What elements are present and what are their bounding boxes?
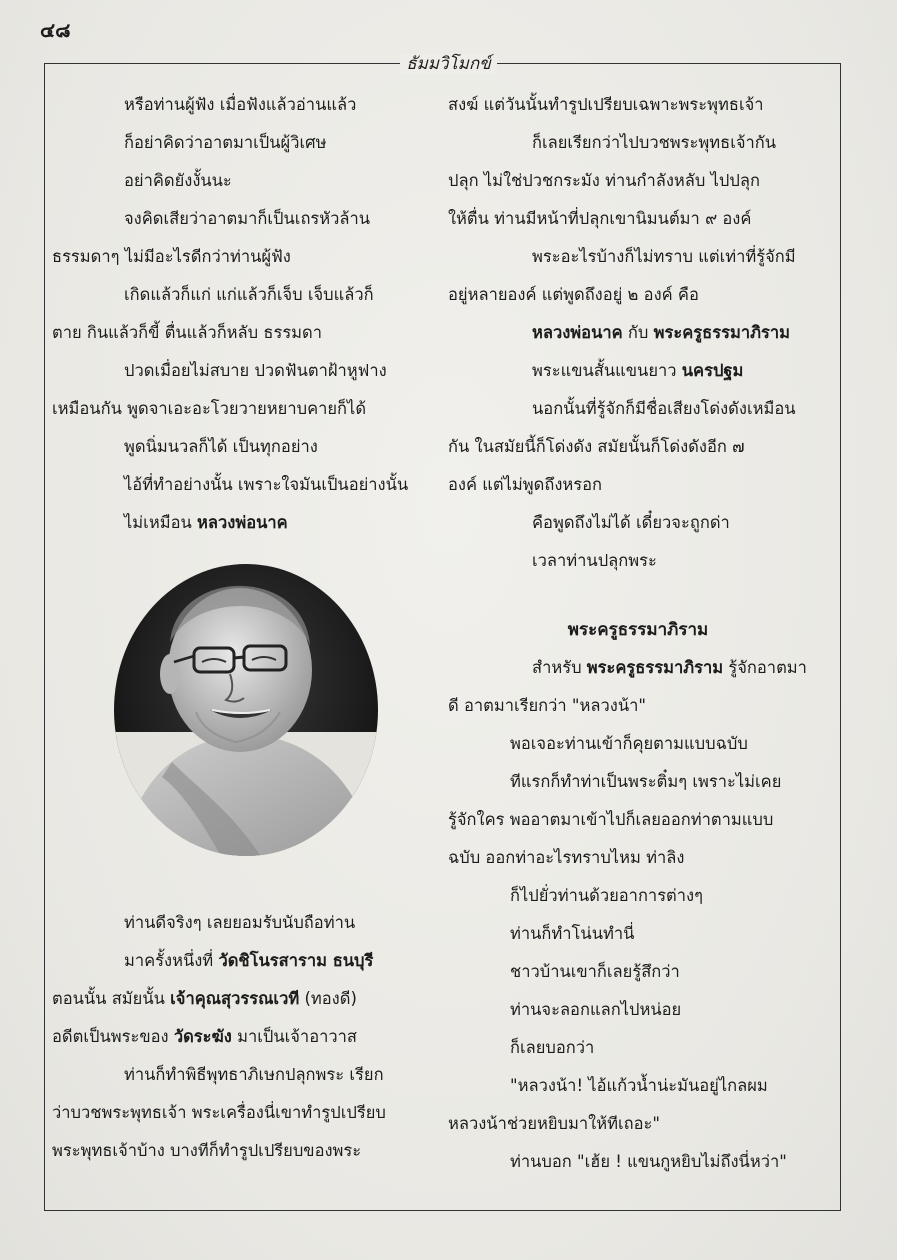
- text-line: [448, 877, 828, 915]
- text-segment: สงฆ์ แต่วันนั้นทำรูปเปรียบเฉพาะพระพุทธเจ้า: [448, 95, 764, 114]
- text-line: [52, 200, 432, 238]
- right-column: [448, 86, 828, 1181]
- bold-text-segment: เจ้าคุณสุวรรณเวที: [170, 989, 300, 1008]
- text-segment: ไอ้ที่ทำอย่างนั้น เพราะใจมันเป็นอย่างนั้น: [124, 475, 409, 494]
- bold-text-segment: วัดชิโนรสาราม ธนบุรี: [218, 951, 374, 970]
- text-line: [448, 1105, 828, 1143]
- text-line: [448, 466, 828, 504]
- text-segment: ให้ตื่น ท่านมีหน้าที่ปลุกเขานิมนต์มา ๙ องค์: [448, 209, 752, 228]
- text-segment: ไม่เหมือน: [124, 513, 198, 532]
- text-line: [52, 314, 432, 352]
- text-line: [448, 428, 828, 466]
- bold-text-segment: พระครูธรรมาภิราม: [567, 620, 709, 640]
- text-line: [448, 86, 828, 124]
- bold-text-segment: พระครูธรรมาภิราม: [653, 323, 790, 342]
- running-header: [0, 50, 897, 77]
- text-line: [448, 200, 828, 238]
- section-gap: [448, 580, 828, 611]
- left-column-lower: [52, 904, 432, 1170]
- text-line: [52, 428, 432, 466]
- text-line: [52, 162, 432, 200]
- text-line: [448, 390, 828, 428]
- text-line: [52, 352, 432, 390]
- text-line: [52, 1018, 432, 1056]
- text-segment: ว่าบวชพระพุทธเจ้า พระเครื่องนี่เขาทำรูปเปรียบ: [52, 1103, 386, 1122]
- text-line: [52, 86, 432, 124]
- text-segment: พอเจอะท่านเข้าก็คุยตามแบบฉบับ: [510, 734, 748, 753]
- text-segment: มาเป็นเจ้าอาวาส: [231, 1027, 357, 1046]
- text-segment: คือพูดถึงไม่ได้ เดี๋ยวจะถูกด่า: [532, 513, 730, 532]
- bold-text-segment: พระครูธรรมาภิราม: [586, 658, 724, 677]
- text-segment: "หลวงน้า! ไอ้แก้วน้ำน่ะมันอยู่ไกลผม: [510, 1076, 768, 1095]
- text-segment: ปวดเมื่อยไม่สบาย ปวดฟันตาฝ้าหูฟาง: [124, 361, 387, 380]
- text-line: [52, 942, 432, 980]
- text-segment: หรือท่านผู้ฟัง เมื่อฟังแล้วอ่านแล้ว: [124, 95, 357, 114]
- page-number: ๔๘: [40, 18, 71, 42]
- text-line: [52, 238, 432, 276]
- text-segment: ตาย กินแล้วก็ขี้ ตื่นแล้วก็หลับ ธรรมดา: [52, 323, 323, 342]
- text-line: [448, 991, 828, 1029]
- running-header-text: ธัมมวิโมกข์: [400, 54, 497, 74]
- text-line: [52, 1132, 432, 1170]
- text-line: [448, 314, 828, 352]
- monk-portrait-illustration: [112, 562, 380, 858]
- text-line: [448, 504, 828, 542]
- bold-text-segment: หลวงพ่อนาค: [532, 323, 623, 342]
- text-line: [448, 687, 828, 725]
- text-segment: เวลาท่านปลุกพระ: [532, 551, 657, 570]
- text-segment: กัน ในสมัยนี้ก็โด่งดัง สมัยนั้นก็โด่งดังอีก ๗: [448, 437, 745, 456]
- text-segment: ท่านจะลอกแลกไปหน่อย: [510, 1000, 682, 1019]
- text-segment: ท่านบอก "เฮ้ย ! แขนกูหยิบไม่ถึงนี่หว่า": [510, 1152, 787, 1171]
- text-line: [448, 1143, 828, 1181]
- text-line: [52, 1056, 432, 1094]
- text-line: [52, 1094, 432, 1132]
- text-line: [448, 238, 828, 276]
- text-segment: อดีตเป็นพระของ: [52, 1027, 174, 1046]
- text-segment: ตอนนั้น สมัยนั้น: [52, 989, 171, 1008]
- text-segment: ก็อย่าคิดว่าอาตมาเป็นผู้วิเศษ: [124, 133, 327, 152]
- text-segment: ดี อาตมาเรียกว่า "หลวงน้า": [448, 696, 646, 715]
- text-segment: พูดนิ่มนวลก็ได้ เป็นทุกอย่าง: [124, 437, 318, 456]
- text-line: [448, 124, 828, 162]
- text-segment: อย่าคิดยังงั้นนะ: [124, 171, 232, 190]
- text-line: [52, 390, 432, 428]
- text-segment: พระพุทธเจ้าบ้าง บางทีก็ทำรูปเปรียบของพระ: [52, 1141, 362, 1160]
- text-line: [52, 466, 432, 504]
- text-segment: รู้จักใคร พออาตมาเข้าไปก็เลยออกท่าตามแบบ: [448, 810, 774, 829]
- text-segment: ท่านก็ทำพิธีพุทธาภิเษกปลุกพระ เรียก: [124, 1065, 384, 1084]
- section-heading: [448, 611, 828, 649]
- text-segment: จงคิดเสียว่าอาตมาก็เป็นเถรหัวล้าน: [124, 209, 371, 228]
- text-segment: ท่านดีจริงๆ เลยยอมรับนับถือท่าน: [124, 913, 356, 932]
- text-segment: กับ: [622, 323, 654, 342]
- text-line: [52, 904, 432, 942]
- text-line: [52, 980, 432, 1018]
- text-line: [448, 953, 828, 991]
- text-line: [52, 124, 432, 162]
- text-segment: หลวงน้าช่วยหยิบมาให้ทีเถอะ": [448, 1114, 660, 1133]
- text-line: [448, 1067, 828, 1105]
- left-column: [52, 86, 432, 1160]
- text-segment: ธรรมดาๆ ไม่มีอะไรดีกว่าท่านผู้ฟัง: [52, 247, 291, 266]
- text-line: [448, 763, 828, 801]
- text-line: [448, 162, 828, 200]
- text-line: [52, 504, 432, 542]
- text-line: [448, 801, 828, 839]
- text-segment: พระอะไรบ้างก็ไม่ทราบ แต่เท่าที่รู้จักมี: [532, 247, 796, 266]
- text-line: [448, 725, 828, 763]
- text-segment: รู้จักอาตมา: [723, 658, 807, 677]
- text-line: [52, 276, 432, 314]
- text-line: [448, 839, 828, 877]
- text-line: [448, 276, 828, 314]
- monk-portrait-photo: [112, 562, 380, 858]
- text-segment: เกิดแล้วก็แก่ แก่แล้วก็เจ็บ เจ็บแล้วก็: [124, 285, 374, 304]
- text-segment: (ทองดี): [299, 989, 357, 1008]
- text-segment: สำหรับ: [532, 658, 587, 677]
- text-segment: นอกนั้นที่รู้จักก็มีชื่อเสียงโด่งดังเหมือน: [532, 399, 796, 418]
- text-line: [448, 915, 828, 953]
- bold-text-segment: หลวงพ่อนาค: [197, 513, 288, 532]
- text-segment: อยู่หลายองค์ แต่พูดถึงอยู่ ๒ องค์ คือ: [448, 285, 699, 304]
- text-segment: ก็ไปยั่วท่านด้วยอาการต่างๆ: [510, 886, 703, 905]
- text-segment: พระแขนสั้นแขนยาว: [532, 361, 682, 380]
- bold-text-segment: วัดระฆัง: [173, 1027, 232, 1046]
- text-line: [448, 542, 828, 580]
- text-segment: ฉบับ ออกท่าอะไรทราบไหม ท่าลิง: [448, 848, 685, 867]
- text-segment: ท่านก็ทำโน่นทำนี่: [510, 924, 635, 943]
- text-segment: ทีแรกก็ทำท่าเป็นพระติ๋มๆ เพราะไม่เคย: [510, 772, 782, 791]
- text-segment: ชาวบ้านเขาก็เลยรู้สึกว่า: [510, 962, 680, 981]
- text-segment: ปลุก ไม่ใช่ปวชกระมัง ท่านกำลังหลับ ไปปลุก: [448, 171, 760, 190]
- text-segment: องค์ แต่ไม่พูดถึงหรอก: [448, 475, 603, 494]
- text-segment: มาครั้งหนึ่งที่: [124, 951, 219, 970]
- bold-text-segment: นครปฐม: [681, 361, 744, 380]
- text-line: [448, 649, 828, 687]
- text-segment: ก็เลยเรียกว่าไปบวชพระพุทธเจ้ากัน: [532, 133, 777, 152]
- text-line: [448, 1029, 828, 1067]
- text-line: [448, 352, 828, 390]
- text-segment: เหมือนกัน พูดจาเอะอะโวยวายหยาบคายก็ได้: [52, 399, 367, 418]
- text-segment: ก็เลยบอกว่า: [510, 1038, 595, 1057]
